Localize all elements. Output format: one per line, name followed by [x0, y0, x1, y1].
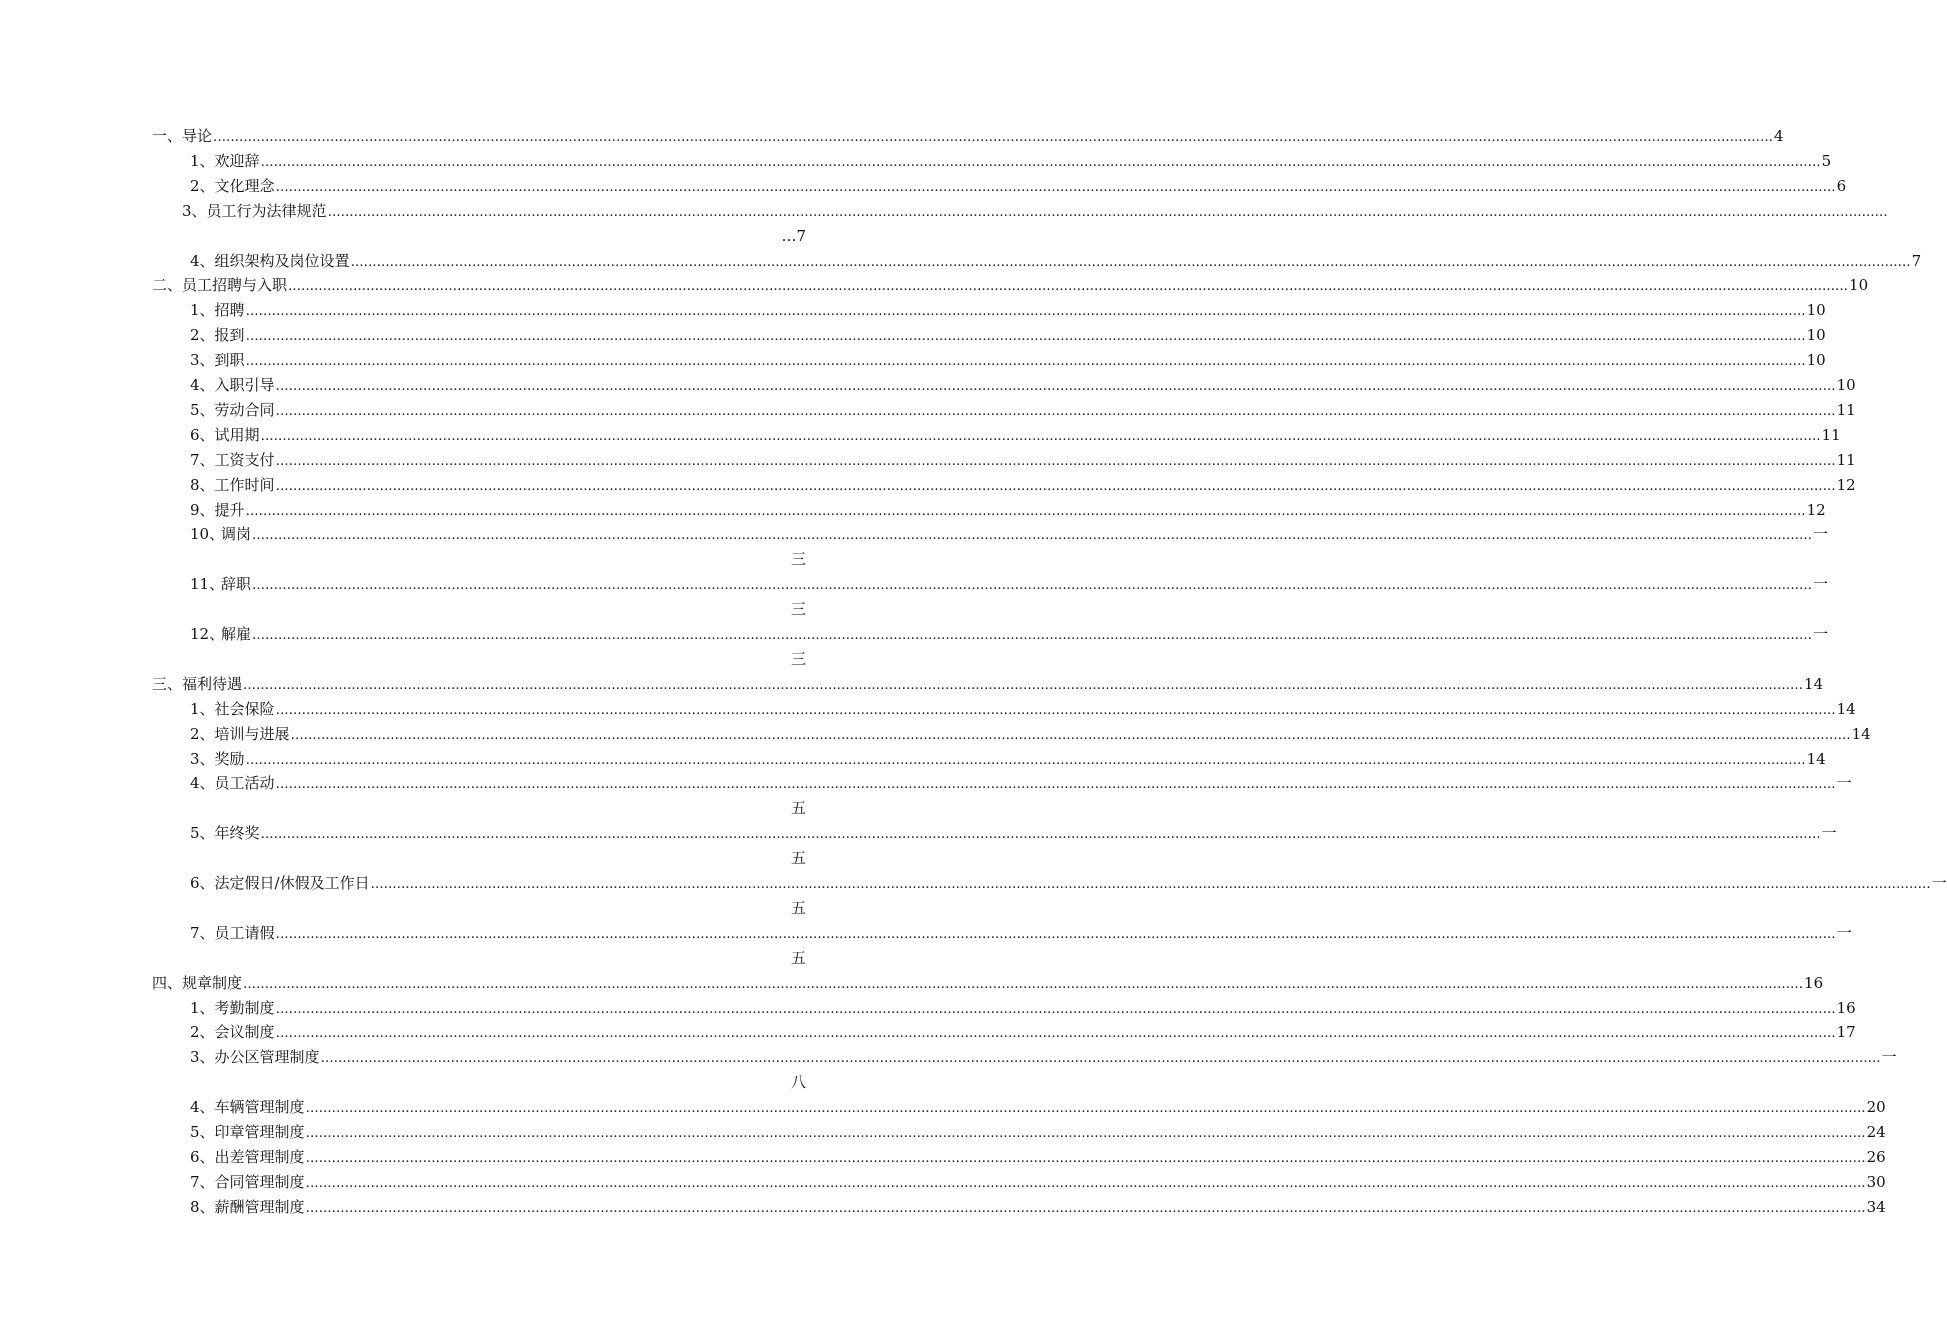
toc-entry-number: 5、 [190, 824, 215, 843]
toc-leader-dots: ……………………………………………………………………………………………………………………………………………………………………………………………………………………………………………………………………………………………………………………………… [245, 329, 1806, 345]
toc-entry-title: 规章制度 [182, 973, 243, 992]
toc-entry-title: 解雇 [221, 625, 252, 643]
toc-entry-title: 劳动合同 [214, 400, 275, 419]
toc-entry-title: 员工招聘与入职 [182, 276, 288, 295]
toc-leader-dots: ……………………………………………………………………………………………………………………………………………………………………………………………………………………………………………………………………………………………………………………………… [275, 478, 1836, 494]
toc-entry-number: 8、 [190, 475, 215, 494]
toc-leader-dots: ……………………………………………………………………………………………………………………………………………………………………………………………………………………………………………………………………………………………………………………………… [327, 204, 1888, 220]
toc-page-number: 14 [1836, 699, 1856, 718]
toc-entry[interactable] [190, 871, 1947, 896]
toc-entry[interactable] [190, 423, 1841, 448]
toc-entry-number: 9、 [190, 500, 215, 519]
toc-leader-dots: ……………………………………………………………………………………………………………………………………………………………………………………………………………………………………………………………………………………………………………………………… [305, 1175, 1866, 1191]
toc-page-number-continued: 五 [790, 799, 806, 818]
toc-leader-dots: ……………………………………………………………………………………………………………………………………………………………………………………………………………………………………………………………………………………………………………………………… [243, 677, 1804, 693]
toc-page-number: 24 [1866, 1123, 1886, 1141]
toc-entry[interactable] [190, 747, 1826, 772]
toc-entry-title: 组织架构及岗位设置 [214, 251, 350, 270]
toc-page-number: 34 [1866, 1197, 1886, 1216]
toc-entry[interactable] [190, 348, 1826, 373]
toc-entry[interactable] [190, 771, 1852, 796]
toc-entry[interactable] [190, 1170, 1886, 1195]
toc-entry[interactable] [190, 996, 1856, 1021]
toc-entry-title: 文化理念 [214, 176, 275, 195]
toc-page-number: 14 [1804, 674, 1824, 693]
toc-page-number-continued: 三 [790, 649, 806, 668]
toc-page-number: 11 [1836, 450, 1856, 469]
toc-page-number-continued: 三 [790, 550, 806, 569]
toc-leader-dots: ……………………………………………………………………………………………………………………………………………………………………………………………………………………………………………………………………………………………………………………………… [260, 428, 1821, 444]
toc-page-number: 一 [1931, 874, 1947, 892]
toc-entry[interactable] [190, 1145, 1886, 1170]
toc-leader-dots: ……………………………………………………………………………………………………………………………………………………………………………………………………………………………………………………………………………………………………………………………… [370, 877, 1931, 892]
toc-page-number-continued: 五 [790, 898, 806, 917]
toc-leader-dots: ……………………………………………………………………………………………………………………………………………………………………………………………………………………………………………………………………………………………………………………………… [305, 1200, 1866, 1216]
toc-entry-number: 5、 [190, 1123, 215, 1141]
toc-entry-number: 12、 [190, 625, 225, 643]
toc-entry[interactable] [190, 1095, 1886, 1120]
toc-leader-dots: ……………………………………………………………………………………………………………………………………………………………………………………………………………………………………………………………………………………………………………………………… [275, 453, 1836, 469]
toc-entry-title: 辞职 [221, 575, 252, 594]
toc-leader-dots: ……………………………………………………………………………………………………………………………………………………………………………………………………………………………………………………………………………………………………………………………… [260, 827, 1821, 843]
toc-entry[interactable] [190, 473, 1856, 498]
toc-leader-dots: ……………………………………………………………………………………………………………………………………………………………………………………………………………………………………………………………………………………………………………………………… [275, 1001, 1836, 1017]
toc-entry-title: 考勤制度 [214, 998, 275, 1017]
toc-entry-number: 6、 [190, 1147, 215, 1166]
toc-leader-dots: ……………………………………………………………………………………………………………………………………………………………………………………………………………………………………………………………………………………………………………………………… [245, 503, 1806, 519]
toc-entry-number: 2、 [190, 724, 215, 743]
toc-entry[interactable] [190, 149, 1832, 174]
toc-page-number: 5 [1821, 151, 1832, 170]
toc-leader-dots: ……………………………………………………………………………………………………………………………………………………………………………………………………………………………………………………………………………………………………………………………… [305, 1150, 1866, 1166]
toc-entry[interactable] [152, 273, 1869, 298]
toc-page-number-continued: …7 [781, 226, 806, 245]
toc-entry-number: 8、 [190, 1197, 215, 1216]
toc-leader-dots: ……………………………………………………………………………………………………………………………………………………………………………………………………………………………………………………………………………………………………………………………… [275, 1026, 1836, 1042]
toc-entry-number: 7、 [190, 923, 215, 942]
toc-entry-title: 工作时间 [214, 475, 275, 494]
toc-page-number: 11 [1836, 400, 1856, 419]
toc-page-number: 10 [1806, 301, 1826, 320]
toc-entry[interactable] [190, 622, 1829, 647]
toc-entry-number: 4、 [190, 376, 215, 394]
toc-entry-title: 员工活动 [214, 774, 275, 793]
toc-entry-title: 出差管理制度 [214, 1147, 305, 1166]
toc-entry-number: 1、 [190, 151, 215, 170]
toc-entry-number: 6、 [190, 425, 215, 444]
toc-leader-dots: ……………………………………………………………………………………………………………………………………………………………………………………………………………………………………………………………………………………………………………………………… [320, 1051, 1881, 1067]
toc-entry[interactable] [152, 124, 1784, 149]
toc-entry[interactable] [182, 199, 1888, 224]
toc-entry[interactable] [190, 821, 1837, 846]
toc-entry-title: 提升 [214, 500, 245, 519]
toc-entry-title: 会议制度 [214, 1023, 275, 1042]
toc-entry-number: 6、 [190, 874, 215, 892]
toc-entry[interactable] [190, 1045, 1897, 1070]
toc-leader-dots: ……………………………………………………………………………………………………………………………………………………………………………………………………………………………………………………………………………………………………………………………… [275, 777, 1836, 793]
toc-entry[interactable] [190, 722, 1871, 747]
toc-entry-number: 一、 [152, 127, 183, 145]
toc-page-number: 12 [1836, 475, 1856, 494]
toc-page-number: 一 [1821, 824, 1837, 843]
toc-entry-number: 3、 [190, 351, 215, 370]
toc-page-number: 一 [1813, 575, 1829, 594]
toc-leader-dots: ……………………………………………………………………………………………………………………………………………………………………………………………………………………………………………………………………………………………………………………………… [350, 254, 1911, 270]
toc-entry[interactable] [190, 448, 1856, 473]
toc-entry-title: 调岗 [221, 525, 252, 544]
toc-entry[interactable] [190, 174, 1847, 199]
toc-entry-number: 四、 [152, 973, 183, 992]
toc-page-number: 16 [1836, 998, 1856, 1017]
toc-page-number: 16 [1804, 973, 1824, 992]
toc-entry[interactable] [190, 323, 1826, 348]
toc-entry[interactable] [190, 1020, 1856, 1045]
toc-entry-number: 7、 [190, 450, 215, 469]
toc-entry-number: 3、 [182, 201, 207, 220]
toc-page-number: 14 [1806, 749, 1826, 768]
toc-leader-dots: ……………………………………………………………………………………………………………………………………………………………………………………………………………………………………………………………………………………………………………………………… [252, 528, 1813, 544]
toc-entry[interactable] [152, 672, 1824, 697]
toc-entry[interactable] [152, 971, 1824, 996]
toc-entry[interactable] [190, 498, 1826, 523]
toc-leader-dots: ……………………………………………………………………………………………………………………………………………………………………………………………………………………………………………………………………………………………………………………………… [260, 154, 1821, 170]
toc-page-number: 一 [1813, 625, 1829, 643]
toc-entry[interactable] [190, 921, 1852, 946]
toc-entry-title: 办公区管理制度 [214, 1048, 320, 1067]
toc-entry-number: 2、 [190, 326, 215, 345]
toc-entry-title: 法定假日/休假及工作日 [214, 874, 370, 892]
toc-entry[interactable] [190, 522, 1829, 547]
toc-entry-title: 年终奖 [214, 824, 260, 843]
toc-leader-dots: ……………………………………………………………………………………………………………………………………………………………………………………………………………………………………………………………………………………………………………………………… [305, 1101, 1866, 1117]
toc-page-number: 12 [1806, 500, 1826, 519]
toc-entry-title: 欢迎辞 [214, 151, 260, 170]
toc-page-number: 10 [1836, 376, 1856, 394]
toc-page-number-continued: 五 [790, 849, 806, 868]
toc-page-number: 14 [1851, 724, 1871, 743]
toc-entry-number: 7、 [190, 1172, 215, 1191]
toc-entry-title: 员工请假 [214, 923, 275, 942]
toc-entry-number: 3、 [190, 749, 215, 768]
toc-page-number: 10 [1806, 326, 1826, 345]
toc-leader-dots: ……………………………………………………………………………………………………………………………………………………………………………………………………………………………………………………………………………………………………………………………… [252, 628, 1813, 643]
toc-entry[interactable] [190, 1195, 1886, 1220]
toc-page-number: 7 [1911, 251, 1922, 270]
toc-entry-number: 10、 [190, 525, 225, 544]
toc-entry-title: 福利待遇 [182, 674, 243, 693]
toc-leader-dots: ……………………………………………………………………………………………………………………………………………………………………………………………………………………………………………………………………………………………………………………………… [245, 752, 1806, 768]
toc-entry[interactable] [190, 298, 1826, 323]
toc-page-number: 一 [1813, 525, 1829, 544]
toc-leader-dots: ……………………………………………………………………………………………………………………………………………………………………………………………………………………………………………………………………………………………………………………………… [275, 926, 1836, 942]
toc-page-number-continued: 五 [790, 948, 806, 967]
toc-entry-title: 员工行为法律规范 [206, 201, 327, 220]
toc-entry-number: 5、 [190, 400, 215, 419]
toc-entry-number: 2、 [190, 1023, 215, 1042]
toc-leader-dots: ……………………………………………………………………………………………………………………………………………………………………………………………………………………………………………………………………………………………………………………………… [275, 702, 1836, 718]
toc-leader-dots: ……………………………………………………………………………………………………………………………………………………………………………………………………………………………………………………………………………………………………………………………… [288, 279, 1849, 295]
toc-entry-number: 11、 [190, 575, 225, 594]
toc-leader-dots: ……………………………………………………………………………………………………………………………………………………………………………………………………………………………………………………………………………………………………………………………… [243, 976, 1804, 992]
toc-entry[interactable] [190, 1120, 1886, 1145]
toc-entry-title: 社会保险 [214, 699, 275, 718]
toc-entry-title: 工资支付 [214, 450, 275, 469]
toc-page-number: 20 [1866, 1098, 1886, 1117]
toc-entry-number: 3、 [190, 1048, 215, 1067]
toc-page-number: 10 [1849, 276, 1869, 295]
toc-entry-title: 薪酬管理制度 [214, 1197, 305, 1216]
toc-entry-title: 合同管理制度 [214, 1172, 305, 1191]
toc-page-number: 10 [1806, 351, 1826, 370]
toc-leader-dots: ……………………………………………………………………………………………………………………………………………………………………………………………………………………………………………………………………………………………………………………………… [305, 1126, 1866, 1141]
toc-entry[interactable] [190, 373, 1856, 398]
toc-entry-number: 1、 [190, 998, 215, 1017]
toc-leader-dots: ……………………………………………………………………………………………………………………………………………………………………………………………………………………………………………………………………………………………………………………………… [245, 354, 1806, 370]
toc-entry-title: 奖励 [214, 749, 245, 768]
toc-entry-title: 到职 [214, 351, 245, 370]
toc-page-number: 6 [1836, 176, 1847, 195]
toc-entry-title: 试用期 [214, 425, 260, 444]
toc-entry-number: 4、 [190, 774, 215, 793]
toc-page-number: 26 [1866, 1147, 1886, 1166]
toc-page-number: 一 [1881, 1048, 1897, 1067]
toc-entry-title: 招聘 [214, 301, 245, 320]
toc-page-number-continued: 八 [790, 1073, 806, 1092]
toc-page-number: 一 [1836, 774, 1852, 793]
toc-entry-title: 导论 [182, 127, 213, 145]
toc-entry-number: 二、 [152, 276, 183, 295]
toc-entry[interactable] [190, 572, 1829, 597]
toc-page-number-continued: 三 [790, 600, 806, 619]
toc-entry-title: 报到 [214, 326, 245, 345]
toc-entry-number: 三、 [152, 674, 183, 693]
toc-leader-dots: ……………………………………………………………………………………………………………………………………………………………………………………………………………………………………………………………………………………………………………………………… [252, 578, 1813, 594]
toc-entry-title: 车辆管理制度 [214, 1098, 305, 1117]
toc-entry[interactable] [190, 697, 1856, 722]
toc-entry-number: 4、 [190, 1098, 215, 1117]
toc-leader-dots: ……………………………………………………………………………………………………………………………………………………………………………………………………………………………………………………………………………………………………………………………… [245, 304, 1806, 320]
toc-page-number: 30 [1866, 1172, 1886, 1191]
toc-entry-title: 入职引导 [214, 376, 275, 394]
toc-entry-title: 印章管理制度 [214, 1123, 305, 1141]
toc-leader-dots: ……………………………………………………………………………………………………………………………………………………………………………………………………………………………………………………………………………………………………………………………… [290, 727, 1851, 743]
toc-entry[interactable] [190, 398, 1856, 423]
toc-leader-dots: ……………………………………………………………………………………………………………………………………………………………………………………………………………………………………………………………………………………………………………………………… [213, 130, 1774, 145]
toc-page-number: 4 [1774, 127, 1784, 145]
toc-entry-number: 1、 [190, 699, 215, 718]
toc-entry-number: 1、 [190, 301, 215, 320]
toc-leader-dots: ……………………………………………………………………………………………………………………………………………………………………………………………………………………………………………………………………………………………………………………………… [275, 179, 1836, 195]
toc-leader-dots: ……………………………………………………………………………………………………………………………………………………………………………………………………………………………………………………………………………………………………………………………… [275, 403, 1836, 419]
toc-entry[interactable] [190, 249, 1922, 274]
toc-page-number: 11 [1821, 425, 1841, 444]
toc-page-number: 一 [1836, 923, 1852, 942]
toc-leader-dots: ……………………………………………………………………………………………………………………………………………………………………………………………………………………………………………………………………………………………………………………………… [275, 379, 1836, 394]
toc-entry-title: 培训与进展 [214, 724, 290, 743]
toc-page-number: 17 [1836, 1023, 1856, 1042]
toc-entry-number: 2、 [190, 176, 215, 195]
toc-entry-number: 4、 [190, 251, 215, 270]
